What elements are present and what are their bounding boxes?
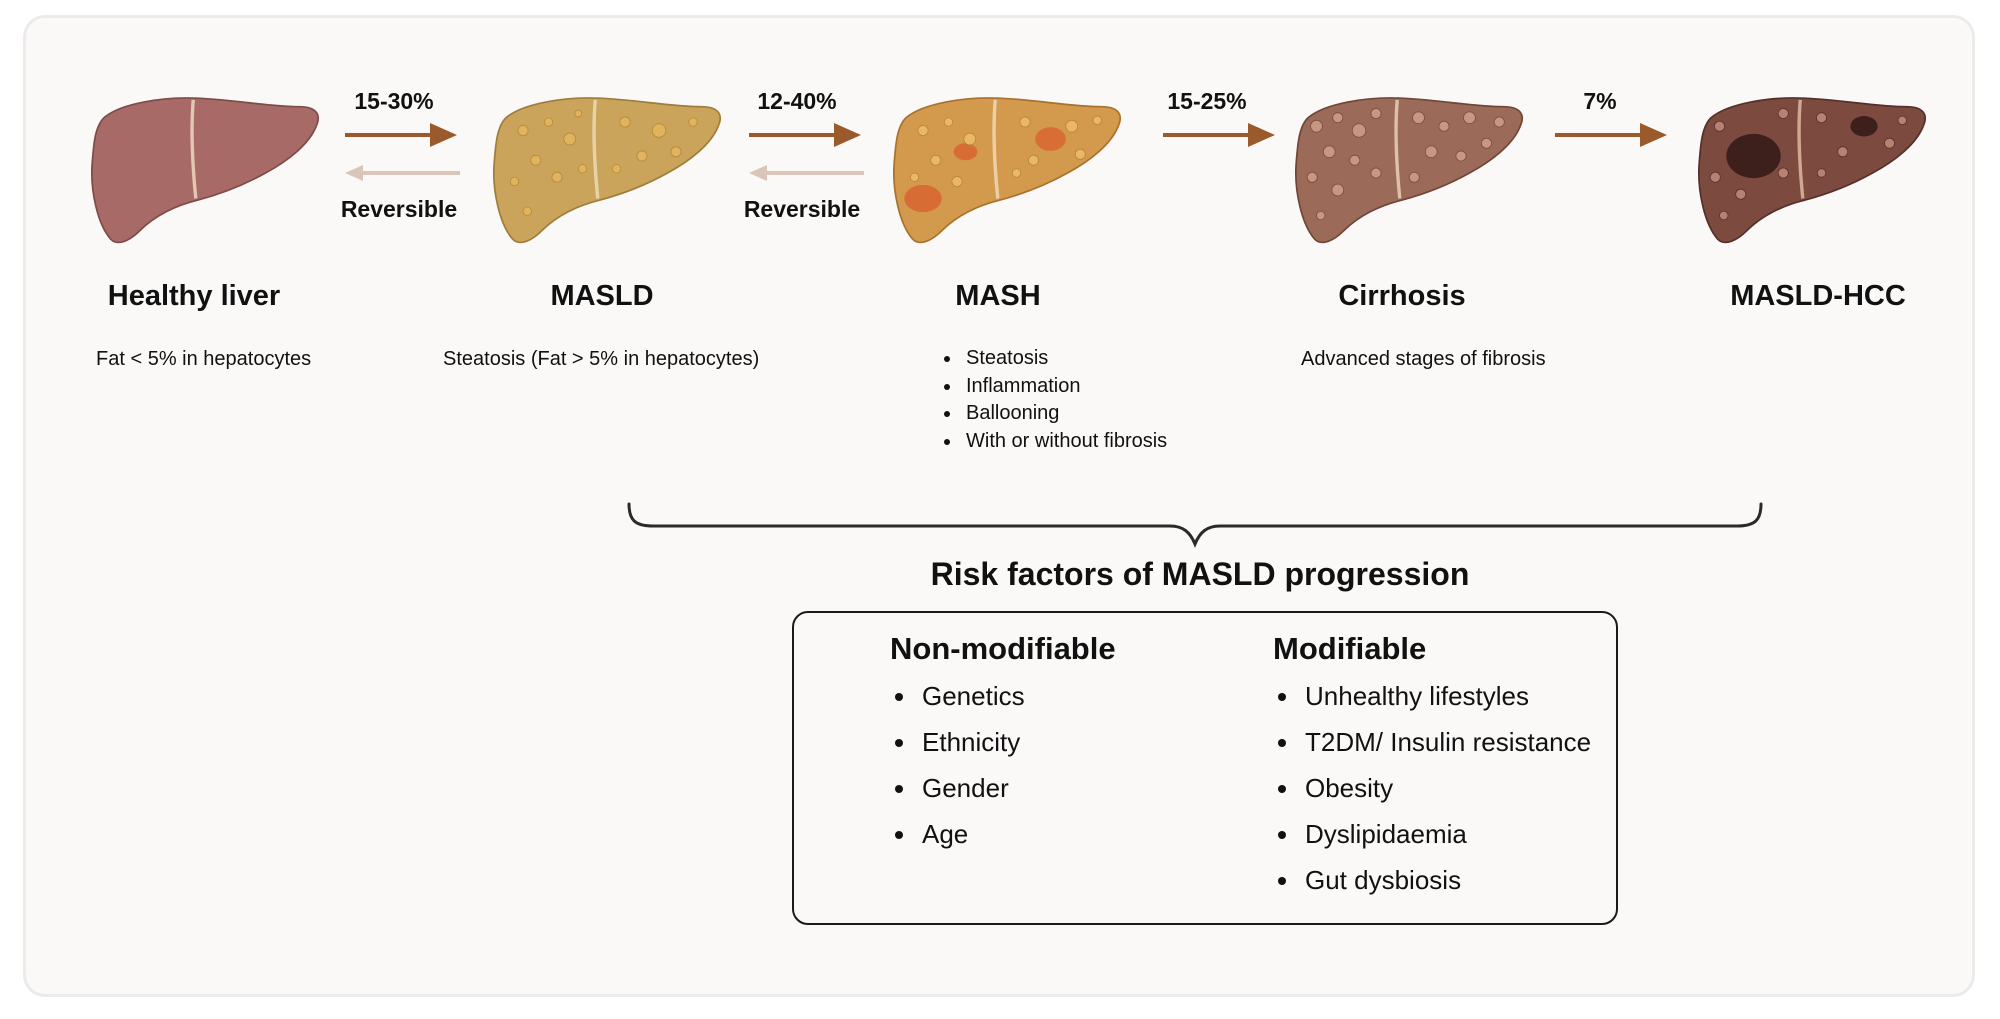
stage-title-cirrhosis: Cirrhosis <box>1338 280 1466 312</box>
forward-arrow-2 <box>749 121 864 149</box>
stage-desc-cirrhosis: Advanced stages of fibrosis <box>1301 348 1546 370</box>
reverse-arrow-1 <box>345 164 460 182</box>
stage-title-masld: MASLD <box>550 280 654 312</box>
masld-liver-illustration <box>488 88 728 258</box>
modifiable-list <box>1273 673 1591 903</box>
cirrhosis-liver-illustration <box>1290 88 1530 258</box>
modifiable-item: • T2DM/ Insulin resistance <box>1301 719 1591 765</box>
transition-percent-2: 12-40% <box>757 88 837 114</box>
grouping-brace <box>625 500 1765 550</box>
reverse-arrow-2 <box>749 164 864 182</box>
risk-factors-title: Risk factors of MASLD progression <box>930 556 1470 592</box>
healthy-liver-illustration <box>86 88 326 258</box>
stage-title-healthy-liver: Healthy liver <box>107 280 281 312</box>
mash-feature: • Inflammation <box>962 373 1167 401</box>
reversible-label-2: Reversible <box>743 196 861 222</box>
stage-title-mash: MASH <box>955 280 1041 312</box>
mash-feature: • Steatosis <box>962 345 1167 373</box>
modifiable-heading: Modifiable <box>1273 631 1427 666</box>
non-modifiable-item: • Ethnicity <box>918 719 1025 765</box>
mash-liver-illustration <box>888 88 1128 258</box>
modifiable-item: • Obesity <box>1301 765 1591 811</box>
stage-title-masld-hcc: MASLD-HCC <box>1730 280 1906 312</box>
risk-factors-box <box>792 611 1618 925</box>
non-modifiable-item: • Gender <box>918 765 1025 811</box>
mash-feature-list <box>940 345 1167 455</box>
transition-percent-4: 7% <box>1583 88 1617 114</box>
modifiable-item: • Unhealthy lifestyles <box>1301 673 1591 719</box>
modifiable-item: • Gut dysbiosis <box>1301 857 1591 903</box>
hcc-liver-illustration <box>1693 88 1933 258</box>
modifiable-item: • Dyslipidaemia <box>1301 811 1591 857</box>
transition-percent-1: 15-30% <box>354 88 434 114</box>
non-modifiable-list <box>890 673 1025 857</box>
mash-feature: • Ballooning <box>962 400 1167 428</box>
non-modifiable-item: • Genetics <box>918 673 1025 719</box>
forward-arrow-4 <box>1555 121 1670 149</box>
stage-desc-masld: Steatosis (Fat > 5% in hepatocytes) <box>443 348 760 370</box>
forward-arrow-3 <box>1163 121 1278 149</box>
mash-feature: • With or without fibrosis <box>962 428 1167 456</box>
non-modifiable-heading: Non-modifiable <box>890 631 1116 666</box>
non-modifiable-item: • Age <box>918 811 1025 857</box>
stage-desc-healthy-liver: Fat < 5% in hepatocytes <box>96 348 312 370</box>
reversible-label-1: Reversible <box>340 196 458 222</box>
forward-arrow-1 <box>345 121 460 149</box>
transition-percent-3: 15-25% <box>1167 88 1247 114</box>
